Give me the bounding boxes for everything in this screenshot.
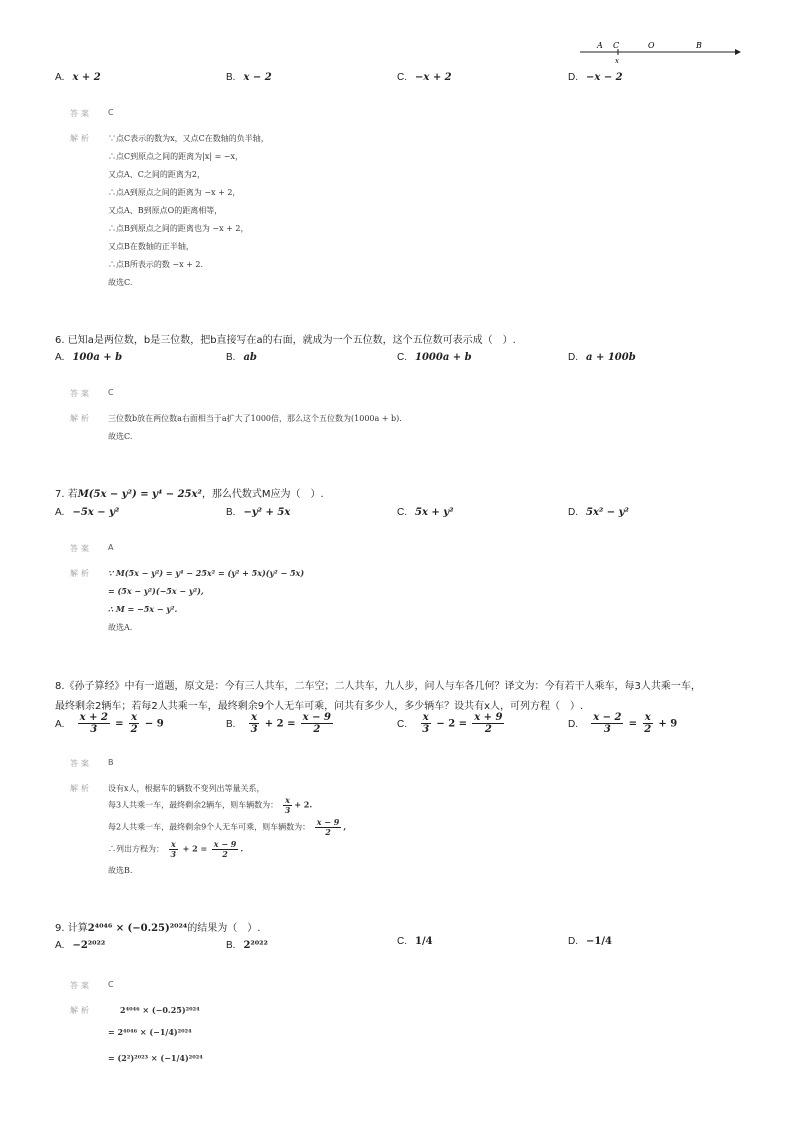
label-o: O [648, 41, 655, 50]
q7-stem: 7. 若M(5x − y²) = y⁴ − 25x²，那么代数式M应为（ ）. [55, 489, 324, 500]
q7-solution-line: 故选A. [108, 623, 133, 632]
q5-answer-tag: 答案 [70, 109, 92, 118]
q8-option-c: C. $\frac{x}{3}$ − 2 = $\frac{x + 9}{2}$ [397, 712, 503, 735]
number-line-arrow [735, 49, 741, 55]
q6-explain-tag: 解析 [70, 414, 92, 423]
q6-answer-tag: 答案 [70, 389, 92, 398]
q7-answer: A [108, 543, 114, 552]
q8-solution-line: 每2人共乘一车，最终剩余9个人无车可乘，则车辆数为： $\frac{x - 9}{2}$ , [108, 817, 347, 837]
q5-explain-tag: 解析 [70, 134, 92, 143]
q7-option-c: C. 5x + y² [397, 507, 454, 518]
q9-option-b: B. 2²⁰²² [226, 940, 268, 951]
q8-solution-line: 设有x人，根据车的辆数不变列出等量关系， [108, 784, 265, 793]
q6-solution-line: 故选C. [108, 432, 133, 441]
q7-option-b: B. −y² + 5x [226, 507, 291, 518]
q9-option-d: D. −1/4 [568, 936, 612, 947]
q8-option-d: D. $\frac{x - 2}{3}$ = $\frac{x}{2}$ + 9 [568, 712, 678, 735]
q8-stem-line2: 最终剩余2辆车；若每2人共乘一车，最终剩余9个人无车可乘，问共有多少人，多少辆车？设共有x人，可列方程（ ）. [55, 701, 584, 712]
label-c: C [613, 41, 620, 50]
q6-option-a: A. 100a + b [55, 352, 123, 363]
q9-solution-line: = (2²)²⁰²³ × (−1/4)²⁰²⁴ [108, 1053, 203, 1063]
q5-solution-line: ∴点A到原点之间的距离为 −x + 2， [108, 188, 241, 197]
q5-solution-line: 故选C. [108, 278, 133, 287]
q8-answer-tag: 答案 [70, 759, 92, 768]
q7-answer-tag: 答案 [70, 544, 92, 553]
q5-solution-line: 又点A、C之间的距离为2， [108, 170, 205, 179]
q9-explain-tag: 解析 [70, 1006, 92, 1015]
q6-option-b: B. ab [226, 352, 257, 363]
q6-answer: C [108, 388, 114, 397]
q8-explain-tag: 解析 [70, 784, 92, 793]
q7-explain-tag: 解析 [70, 569, 92, 578]
q8-option-a: A. $\frac{x + 2}{3}$ = $\frac{x}{2}$ − 9 [55, 712, 164, 735]
q7-solution-line: = (5x − y²)(−5x − y²), [108, 586, 204, 596]
q6-option-d: D. a + 100b [568, 352, 636, 363]
q9-answer-tag: 答案 [70, 981, 92, 990]
q7-solution-line: ∴ M = −5x − y². [108, 604, 178, 614]
q6-stem: 6. 已知a是两位数，b是三位数，把b直接写在a的右面，就成为一个五位数，这个五位数可表示成（ ）. [55, 335, 516, 346]
q8-option-b: B. $\frac{x}{3}$ + 2 = $\frac{x - 9}{2}$ [226, 712, 331, 735]
q9-option-c: C. 1/4 [397, 936, 433, 947]
number-line [575, 38, 745, 66]
q8-solution-line: ∴列出方程为： $\frac{x}{3}$ + 2 = $\frac{x - 9}{2}$ . [108, 839, 244, 859]
q9-solution-line: 2⁴⁰⁴⁶ × (−0.25)²⁰²⁴ [120, 1005, 200, 1015]
q5-solution-line: ∵点C表示的数为x，又点C在数轴的负半轴， [108, 134, 269, 143]
q8-solution-line: 故选B. [108, 866, 133, 875]
q5-answer: C [108, 108, 114, 117]
q8-answer: B [108, 758, 114, 767]
q5-option-b: B. x − 2 [226, 72, 272, 83]
q9-answer: C [108, 980, 114, 989]
q9-option-a: A. −2²⁰²² [55, 940, 106, 951]
q7-solution-line: ∵ M(5x − y²) = y⁴ − 25x² = (y² + 5x)(y² − 5x) [108, 568, 305, 578]
q5-option-a: A. x + 2 [55, 72, 101, 83]
q8-stem-line1: 8.《孙子算经》中有一道题，原文是：今有三人共车，二车空；二人共车，九人步，问人与车各几何？译文为：今有若干人乘车，每3人共乘一车， [55, 681, 701, 692]
q7-option-d: D. 5x² − y² [568, 507, 629, 518]
q5-option-d: D. −x − 2 [568, 72, 623, 83]
label-a: A [597, 41, 603, 50]
q9-solution-line: = 2⁴⁰⁴⁶ × (−1/4)²⁰²⁴ [108, 1027, 192, 1037]
q5-solution-line: 又点B在数轴的正半轴， [108, 242, 194, 251]
q5-solution-line: 又点A、B到原点O的距离相等， [108, 206, 223, 215]
q6-solution-line: 三位数b放在两位数a右面相当于a扩大了1000倍，那么这个五位数为(1000a + b). [108, 414, 402, 423]
q5-solution-line: ∴点C到原点之间的距离为|x| = −x， [108, 152, 244, 161]
q7-option-a: A. −5x − y² [55, 507, 120, 518]
q5-option-c: C. −x + 2 [397, 72, 452, 83]
q9-stem: 9. 计算2⁴⁰⁴⁶ × (−0.25)²⁰²⁴的结果为（ ）. [55, 923, 261, 934]
q5-solution-line: ∴点B到原点之间的距离也为 −x + 2， [108, 224, 249, 233]
label-b: B [696, 41, 702, 50]
label-x: x [615, 57, 619, 65]
q8-solution-line: 每3人共乘一车，最终剩余2辆车，则车辆数为： $\frac{x}{3}$ + 2. [108, 795, 313, 815]
q5-solution-line: ∴点B所表示的数 −x + 2. [108, 260, 204, 269]
q6-option-c: C. 1000a + b [397, 352, 472, 363]
